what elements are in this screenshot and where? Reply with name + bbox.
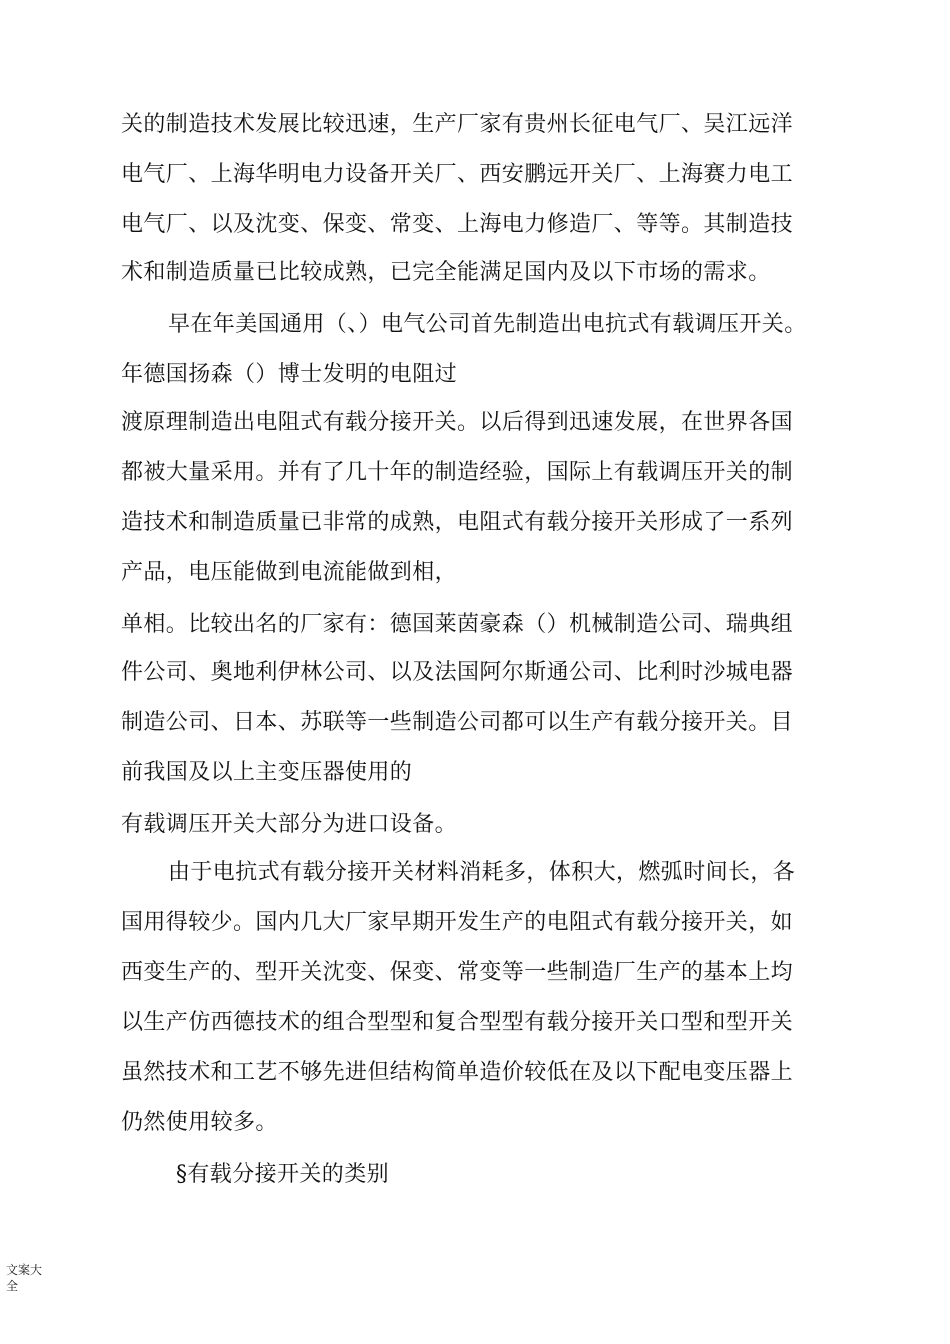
text-line: 渡原理制造出电阻式有载分接开关。以后得到迅速发展，在世界各国 [121,410,794,435]
paragraph-start-line: 由于电抗式有载分接开关材料消耗多，体积大，燃弧时间长，各 [168,860,796,885]
text-line: 年德国扬森（）博士发明的电阻过 [121,362,458,387]
footer-watermark-text: 文案大全 [6,1263,43,1293]
text-line: 电气厂、上海华明电力设备开关厂、西安鹏远开关厂、上海赛力电工 [121,162,794,187]
text-line: 有载调压开关大部分为进口设备。 [121,812,458,837]
text-line: 造技术和制造质量已非常的成熟，电阻式有载分接开关形成了一系列 [121,510,794,535]
text-line: 关的制造技术发展比较迅速，生产厂家有贵州长征电气厂、吴江远洋 [121,112,794,137]
paragraph-start-line: 早在年美国通用（、）电气公司首先制造出电抗式有载调压开关。 [168,312,807,337]
text-line: 国用得较少。国内几大厂家早期开发生产的电阻式有载分接开关，如 [121,910,794,935]
text-line: 前我国及以上主变压器使用的 [121,760,413,785]
text-line: 术和制造质量已比较成熟，已完全能满足国内及以下市场的需求。 [121,260,771,285]
text-line: 产品，电压能做到电流能做到相， [121,560,458,585]
text-line: 仍然使用较多。 [121,1110,278,1135]
text-line: 西变生产的、型开关沈变、保变、常变等一些制造厂生产的基本上均 [121,960,794,985]
text-line: 都被大量采用。并有了几十年的制造经验，国际上有载调压开关的制 [121,460,794,485]
text-line: 虽然技术和工艺不够先进但结构简单造价较低在及以下配电变压器上 [121,1060,794,1085]
text-line: 单相。比较出名的厂家有：德国莱茵豪森（）机械制造公司、瑞典组 [121,612,794,637]
text-line: 制造公司、日本、苏联等一些制造公司都可以生产有载分接开关。目 [121,710,794,735]
text-line: 电气厂、以及沈变、保变、常变、上海电力修造厂、等等。其制造技 [121,212,794,237]
section-heading: §有载分接开关的类别 [176,1162,390,1187]
text-line: 以生产仿西德技术的组合型型和复合型型有载分接开关口型和型开关 [121,1010,794,1035]
text-line: 件公司、奥地利伊林公司、以及法国阿尔斯通公司、比利时沙城电器 [121,660,794,685]
